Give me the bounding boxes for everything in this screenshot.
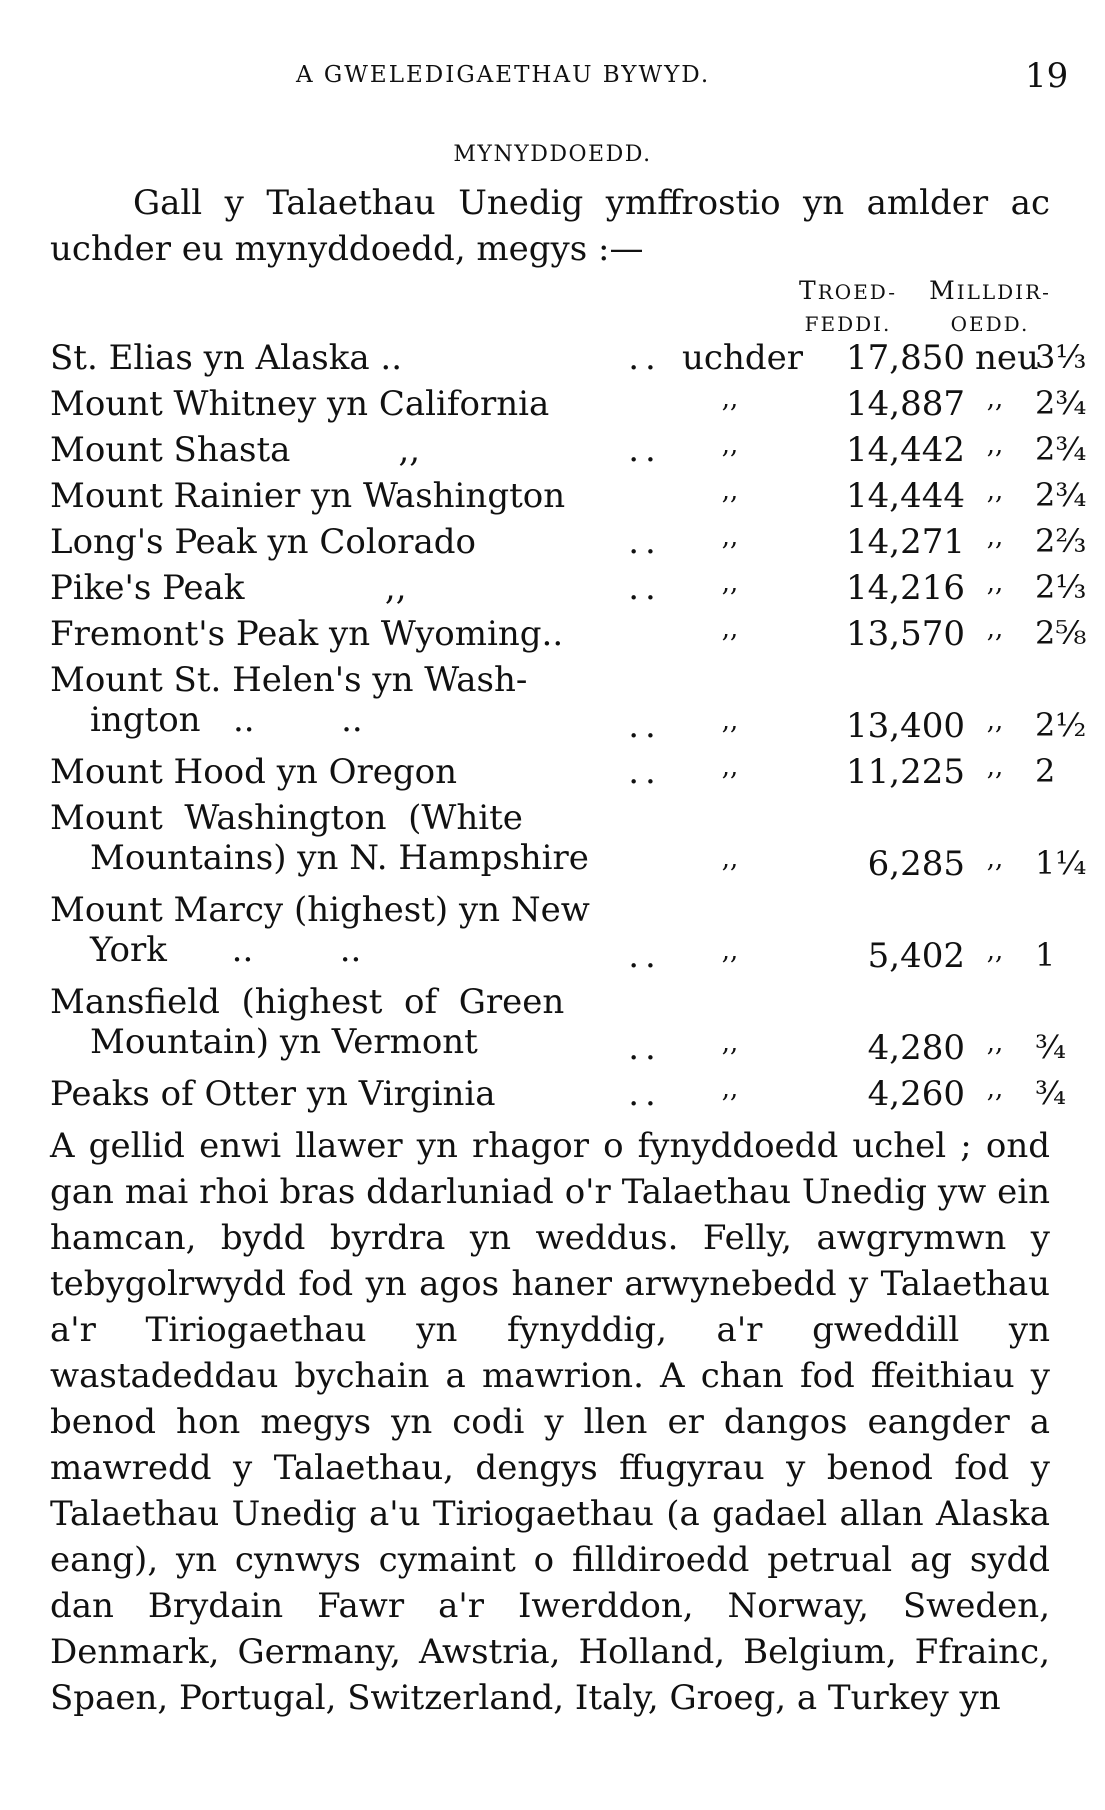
mountain-name-line1: Mount St. Helen's yn Wash- (50, 660, 528, 700)
height-miles: 2⅓ (1035, 568, 1087, 606)
running-head-title: A GWELEDIGAETHAU BYWYD. (296, 62, 711, 88)
mountain-name (50, 798, 625, 878)
leader-dots: .. (628, 430, 662, 470)
height-feet: 14,216 (846, 568, 965, 608)
mountain-name-line1: Mount Washington (White (50, 798, 523, 838)
height-feet: 14,271 (846, 522, 965, 562)
mountain-name-line2: ington .. .. (90, 700, 363, 740)
height-miles: 2⅔ (1035, 522, 1087, 560)
section-title: MYNYDDOEDD. (453, 142, 652, 167)
miles-header-rest: ILLDIR- (956, 280, 1051, 304)
height-miles: 2¾ (1035, 476, 1087, 514)
mountain-name-line2: Mountains) yn N. Hampshire (90, 838, 589, 878)
ditto-mark: ,, (986, 1028, 1004, 1058)
intro-paragraph: Gall y Talaethau Unedig ymffrostio yn amlder ac uchder eu mynyddoedd, megys :— (50, 183, 1050, 269)
mountain-name-line1: Mount Marcy (highest) yn New (50, 890, 590, 930)
height-miles: ¾ (1035, 1074, 1067, 1112)
height-feet: 5,402 (867, 936, 965, 976)
ditto-mark: ,, (986, 522, 1004, 552)
ditto-mark: ,, (721, 936, 739, 966)
table-row (50, 384, 1087, 430)
height-feet: 11,225 (846, 752, 965, 792)
table-row (50, 614, 1087, 660)
feet-header-cap: T (799, 276, 818, 305)
ditto-mark: ,, (721, 752, 739, 782)
mountain-name (50, 982, 625, 1062)
table-row (50, 982, 1067, 1074)
mountain-name: Mount Whitney yn California (50, 384, 550, 424)
mountain-name (50, 660, 625, 740)
ditto-mark: ,, (721, 1028, 739, 1058)
mountain-name: Long's Peak yn Colorado (50, 522, 476, 562)
ditto-mark: ,, (986, 1074, 1004, 1104)
leader-dots: .. (628, 752, 662, 792)
leader-dots: .. (628, 338, 662, 378)
height-miles: 2½ (1035, 706, 1087, 744)
mountain-name-line2: York .. .. (90, 930, 362, 970)
table-row (50, 568, 1087, 614)
feet-header-line2: FEDDI. (804, 312, 892, 336)
mountain-name: St. Elias yn Alaska .. (50, 338, 403, 378)
table-row (50, 1074, 1067, 1120)
height-miles: 1 (1035, 936, 1056, 974)
ditto-mark: ,, (986, 384, 1004, 414)
height-feet: 13,570 (846, 614, 965, 654)
ditto-mark: ,, (986, 844, 1004, 874)
ditto-mark: ,, (721, 706, 739, 736)
mountains-table (50, 338, 1087, 1120)
ditto-mark: ,, (721, 522, 739, 552)
table-row (50, 890, 1060, 982)
ditto-mark: ,, (986, 752, 1004, 782)
ditto-mark: ,, (721, 384, 739, 414)
height-feet: 17,850 (846, 338, 965, 378)
mountain-name-line1: Mansfield (highest of Green (50, 982, 565, 1022)
leader-dots: .. (628, 522, 662, 562)
ditto-mark: ,, (986, 614, 1004, 644)
miles-header-cap: M (929, 276, 957, 305)
ditto-mark: ,, (721, 430, 739, 460)
leader-dots: .. (628, 936, 662, 976)
ditto-mark: ,, (721, 844, 739, 874)
leader-dots: .. (628, 1074, 662, 1114)
height-miles: ¾ (1035, 1028, 1067, 1066)
mountain-name: Peaks of Otter yn Virginia (50, 1074, 496, 1114)
mountain-name: Pike's Peak ,, (50, 568, 407, 608)
height-feet: 14,444 (846, 476, 965, 516)
ditto-mark: ,, (986, 936, 1004, 966)
miles-column-header (920, 275, 1060, 340)
height-feet: 14,887 (846, 384, 965, 424)
ditto-mark: ,, (721, 476, 739, 506)
height-feet: 4,260 (867, 1074, 965, 1114)
feet-column-header (788, 275, 908, 340)
miles-header-line2: OEDD. (950, 312, 1030, 336)
ditto-mark: ,, (721, 568, 739, 598)
height-miles: 2¾ (1035, 430, 1087, 468)
leader-dots: .. (628, 568, 662, 608)
height-miles: 1¼ (1035, 844, 1087, 882)
closing-paragraph: A gellid enwi llawer yn rhagor o fynyddoedd uchel ; ond gan mai rhoi bras ddarluniad o'r Talaethau Unedig yw ein hamcan, bydd byrdra yn weddus. Felly, awgrymwn y tebygolrwydd fod yn agos haner arwynebedd y Talaethau a'r Tiriogaethau yn fynyddig, a'r gweddill yn wastadeddau bychain a mawrion. A chan fod ffeithiau y benod hon megys yn codi y llen er dangos eangder a mawredd y Talaethau, dengys ffugyrau y benod fod y Talaethau Unedig a'u Tiriogaethau (a gadael allan Alaska eang), yn cynwys cymaint o filldiroedd petrual ag sydd dan Brydain Fawr a'r Iwerddon, Norway, Sweden, Denmark, Germany, Awstria, Holland, Belgium, Ffrainc, Spaen, Portugal, Switzerland, Italy, Groeg, a Turkey yn (50, 1126, 1050, 1718)
ditto-mark: ,, (986, 430, 1004, 460)
table-row (50, 338, 1087, 384)
mountain-name-line2: Mountain) yn Vermont (90, 1022, 478, 1062)
ditto-mark: ,, (721, 1074, 739, 1104)
height-miles: 3⅓ (1035, 338, 1087, 376)
table-row (50, 522, 1087, 568)
mountain-name: Mount Rainier yn Washington (50, 476, 566, 516)
mountain-name: Mount Shasta ,, (50, 430, 421, 470)
ditto-mark: ,, (721, 614, 739, 644)
height-feet: 4,280 (867, 1028, 965, 1068)
feet-header-rest: ROED- (817, 280, 897, 304)
page-number: 19 (1025, 56, 1069, 96)
height-miles: 2 (1035, 752, 1056, 790)
height-feet: 14,442 (846, 430, 965, 470)
table-row (50, 660, 1087, 752)
table-row (50, 476, 1087, 522)
table-row (50, 798, 1087, 890)
height-miles: 2⅝ (1035, 614, 1087, 652)
height-keyword: uchder (682, 338, 803, 378)
ditto-mark: ,, (986, 568, 1004, 598)
conjunction: neu (975, 338, 1039, 378)
ditto-mark: ,, (986, 706, 1004, 736)
table-row (50, 430, 1087, 476)
height-miles: 2¾ (1035, 384, 1087, 422)
mountain-name: Mount Hood yn Oregon (50, 752, 458, 792)
height-feet: 6,285 (867, 844, 965, 884)
mountain-name: Fremont's Peak yn Wyoming.. (50, 614, 564, 654)
leader-dots: .. (628, 706, 662, 746)
leader-dots: .. (628, 1028, 662, 1068)
table-row (50, 752, 1060, 798)
mountain-name (50, 890, 625, 970)
height-feet: 13,400 (846, 706, 965, 746)
ditto-mark: ,, (986, 476, 1004, 506)
